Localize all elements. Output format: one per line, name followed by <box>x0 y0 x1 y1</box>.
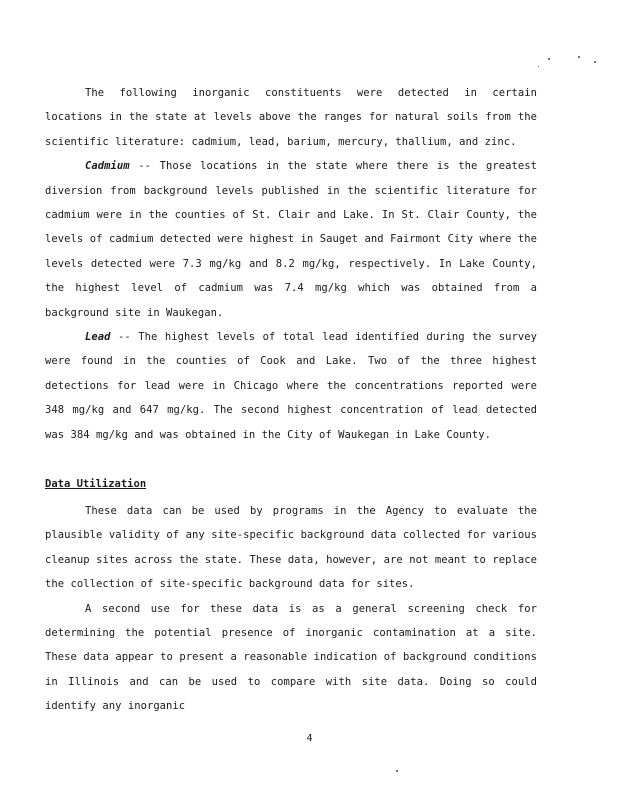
section-heading: Data Utilization <box>45 478 147 490</box>
scan-speck <box>578 56 580 58</box>
scan-speck <box>548 58 550 60</box>
intro-text: The following inorganic constituents were detected in certain locations in the state at levels above the ranges for natural soils from the scientific literature: cadmium, lead, barium, mercury, thallium, and zinc. <box>45 87 537 148</box>
cadmium-text: -- Those locations in the state where there is the greatest diversion from background levels published in the scientific literature for cadmium were in the counties of St. Clair and Lake. In St. Clair County, the levels of cadmium detected were highest in Sauget and Fairmont City where the levels detected were 7.3 mg/kg and 8.2 mg/kg, respectively. In Lake County, the highest level of cadmium was 7.4 mg/kg which was obtained from a background site in Waukegan. <box>45 160 537 319</box>
cadmium-label: Cadmium <box>85 160 130 173</box>
lead-text: -- The highest levels of total lead identified during the survey were found in the counties of Cook and Lake. Two of the three highest detections for lead were in Chicago where the concentrations reported were 348 mg/kg and 647 mg/kg. The second highest concentration of lead detected was 384 mg/kg and was obtained in the City of Waukegan in Lake County. <box>45 331 537 441</box>
scan-speck <box>538 66 539 67</box>
data-use-text-2: A second use for these data is as a general screening check for determining the potential presence of inorganic contamination at a site. These data appear to present a reasonable indication of background conditions in Illinois and can be used to compare with site data. Doing so could identify any inorganic <box>45 602 537 713</box>
data-use-text-1: These data can be used by programs in the Agency to evaluate the plausible validity of any site-specific background data collected for various cleanup sites across the state. These data, however, are not meant to replace the collection of site-specific background data for sites. <box>45 505 537 591</box>
data-use-paragraph-2 <box>45 597 537 719</box>
scan-speck <box>396 770 398 772</box>
intro-paragraph <box>45 81 537 154</box>
lead-label: Lead <box>85 331 111 344</box>
body-text-bottom <box>45 499 537 719</box>
scan-speck <box>594 61 596 63</box>
cadmium-paragraph <box>45 154 537 325</box>
lead-paragraph <box>45 325 537 447</box>
data-use-paragraph-1 <box>45 499 537 597</box>
body-text-top <box>45 81 537 447</box>
page-number: 4 <box>306 733 313 744</box>
